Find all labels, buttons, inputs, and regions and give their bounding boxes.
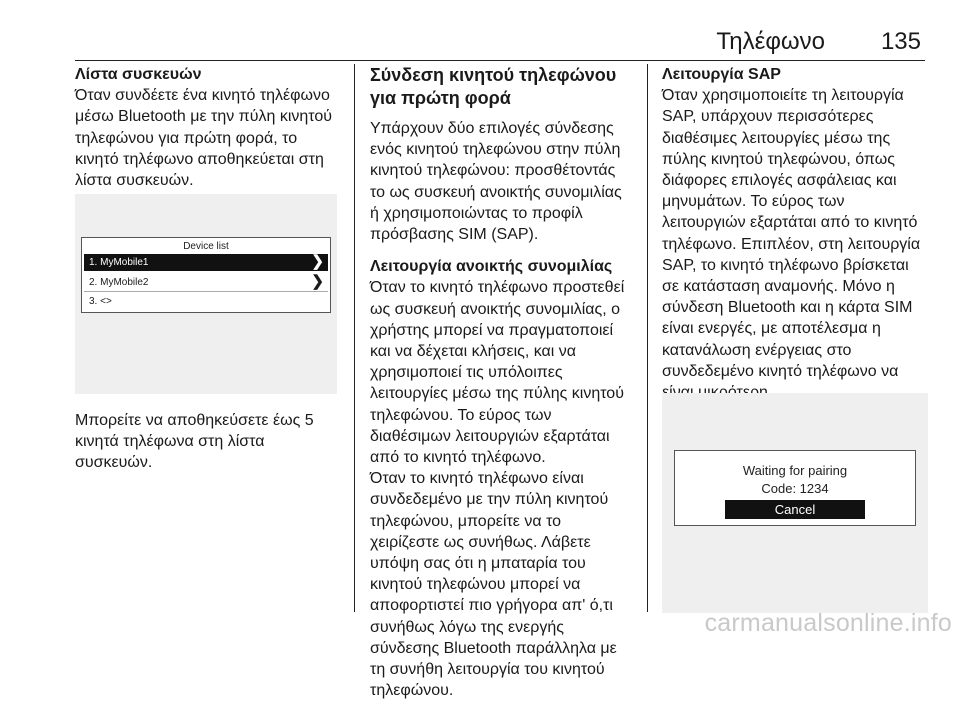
sap-mode-heading: Λειτουργία SAP [662,66,781,83]
pairing-screenshot [662,393,928,613]
pairing-code-text: Code: 1234 [761,481,829,496]
device-list-title: Device list [183,241,229,252]
page-number: 135 [880,28,921,55]
column-1 [75,64,343,191]
connection-options-text: Υπάρχουν δύο επιλογές σύνδεσης ενός κινητού τηλεφώνου στην πύλη κινητού τηλεφώνου: προσθέτοντάς το ως συσκευή ανοικτής συνομιλίας ή χρησιμοποιώντας το προφίλ πρόσβασης SIM (SAP). [370,120,622,244]
device-list-display [81,237,331,313]
device-list-item-label: 3. <> [89,296,112,307]
watermark: carmanualsonline.info [704,609,952,637]
device-list-capacity-text: Μπορείτε να αποθηκεύσετε έως 5 κινητά τηλέφωνα στη λίστα συσκευών. [75,412,314,472]
device-list-item[interactable] [84,254,328,271]
page-header [75,22,925,61]
device-list-item-label: 2. MyMobile2 [89,277,149,288]
cancel-button[interactable]: Cancel [725,500,865,519]
sap-mode-text: Όταν χρησιμοποιείτε τη λειτουργία SAP, υπάρχουν περισσότερες διαθέσιμες λειτουργίες μέσω της πύλης κινητού τηλεφώνου, όπως διάφορες επιλογές ασφάλειας και μηνυμάτων. Το εύρος των λειτουργιών εξαρτάται από το κινητό τηλέφωνο. Επιπλέον, στη λειτουργία SAP, το κινητό τηλέφωνο βρίσκεται σε κατάσταση αναμονής. Μόνο η σύνδεση Bluetooth και η κάρτα SIM είναι ενεργές, με αποτέλεσμα η κατανάλωση ενέργειας στο συνδεδεμένο κινητό τηλέφωνο να [662,87,921,380]
chevron-right-icon: ❯ [311,253,324,270]
device-list-heading: Λίστα συσκευών [75,66,202,83]
handsfree-mode-text: Όταν το κινητό τηλέφωνο προστεθεί ως συσκευή ανοικτής συνομιλίας, ο χρήστης μπορεί να πραγματοποιεί και να δέχεται κλήσεις, και να χρησιμοποιεί τις υπόλοιπες λειτουργίες μέσω της πύλης κινητού τηλεφώνου. Το εύρος των διαθέσιμων λειτουργιών εξαρτάται από το κινητό τηλέφωνο. [370,279,625,467]
column-1-bottom [75,410,343,474]
pairing-display [674,450,916,526]
column-divider-1 [354,64,355,612]
device-list-intro: Όταν συνδέετε ένα κινητό τηλέφωνο μέσω Bluetooth με την πύλη κινητού τηλεφώνου για πρώτη φορά, το κινητό τηλέφωνο αποθηκεύεται στη λίστα συσκευών. [75,87,333,190]
device-list-item[interactable] [84,274,328,292]
device-list-screenshot [75,194,337,394]
column-divider-2 [647,64,648,612]
device-list-item[interactable] [84,293,328,310]
device-list-item-label: 1. MyMobile1 [89,257,149,268]
pairing-status-text: Waiting for pairing [742,463,848,478]
column-2 [370,64,632,701]
page-title: Τηλέφωνο [716,28,825,55]
handsfree-mode-heading: Λειτουργία ανοικτής συνομιλίας [370,258,613,276]
chevron-right-icon: ❯ [311,273,324,290]
handsfree-connected-text: Όταν το κινητό τηλέφωνο είναι συνδεδεμένο με την πύλη κινητού τηλεφώνου, μπορείτε να το χειρίζεστε ως συνήθως. Λάβετε υπόψη σας ότι η μπαταρία του κινητού τηλεφώνου μπορεί να αποφορτιστεί πιο γρήγορα απ' ό,τι συνήθως λόγω της ενεργής σύνδεσης Bluetooth παράλληλα με τη συνήθη λειτουργία του κινητού τηλεφώνου. [370,470,617,700]
first-connection-heading: Σύνδεση κινητού τηλεφώνου για πρώτη φορά [370,65,617,108]
